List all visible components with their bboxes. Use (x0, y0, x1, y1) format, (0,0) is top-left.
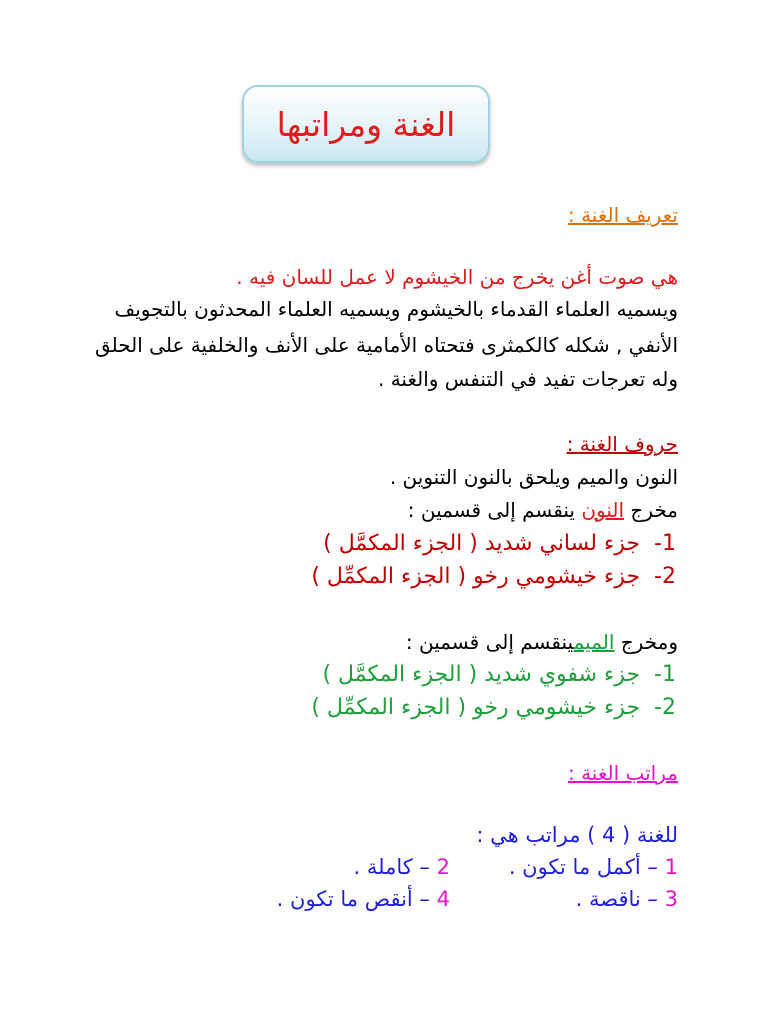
noon-intro (40, 498, 678, 522)
levels-intro: للغنة ( 4 ) مراتب هي : (476, 823, 678, 847)
noon-item-2-text: جزء خيشومي رخو ( الجزء المكمِّل ) (311, 564, 641, 589)
meem-item-1-num: 1- (654, 662, 676, 687)
level-1-text: – أكمل ما تكون . (508, 855, 658, 879)
level-2-num: 2 (436, 855, 450, 879)
title-box (242, 85, 490, 163)
noon-item-2 (40, 564, 676, 589)
meem-item-1 (40, 662, 676, 687)
definition-main: هي صوت أغن يخرج من الخيشوم لا عمل للسان فيه . (236, 265, 678, 289)
letters-heading: حروف الغنة : (566, 432, 678, 456)
meem-intro-after: ينقسم إلى قسمين : (405, 630, 574, 654)
noon-intro-before: مخرج (624, 498, 678, 522)
noon-item-1-num: 1- (654, 531, 676, 556)
level-4-num: 4 (436, 887, 450, 911)
meem-intro-word: الميم (573, 630, 615, 654)
meem-intro (40, 630, 678, 654)
level-1 (509, 855, 678, 879)
definition-body-line-2: الأنفي , شكله كالكمثرى فتحتاه الأمامية على الأنف والخلفية على الحلق (94, 333, 678, 357)
noon-intro-after: ينقسم إلى قسمين : (407, 498, 582, 522)
meem-item-1-text: جزء شفوي شديد ( الجزء المكمَّل ) (322, 662, 641, 687)
level-2-text: – كاملة . (353, 855, 430, 879)
noon-item-1-text: جزء لساني شديد ( الجزء المكمَّل ) (323, 531, 641, 556)
level-3-text: – ناقصة . (575, 887, 658, 911)
page-title: الغنة ومراتبها (276, 104, 456, 144)
level-3-num: 3 (664, 887, 678, 911)
level-1-num: 1 (664, 855, 678, 879)
meem-item-2-num: 2- (654, 695, 676, 720)
levels-heading: مراتب الغنة : (567, 761, 678, 785)
definition-body-line-3: وله تعرجات تفيد في التنفس والغنة . (377, 367, 678, 391)
noon-item-1 (40, 531, 676, 556)
level-3 (576, 887, 678, 911)
meem-intro-before: ومخرج (614, 630, 678, 654)
noon-intro-word: النون (581, 498, 625, 522)
definition-heading: تعريف الغنة : (567, 203, 678, 227)
noon-item-2-num: 2- (654, 564, 676, 589)
meem-item-2 (40, 695, 676, 720)
letters-line: النون والميم ويلحق بالنون التنوين . (389, 465, 678, 489)
level-4-text: – أنقص ما تكون . (276, 887, 430, 911)
definition-body-line-1: ويسميه العلماء القدماء بالخيشوم ويسميه العلماء المحدثون بالتجويف (114, 297, 678, 321)
level-2 (354, 855, 450, 879)
meem-item-2-text: جزء خيشومي رخو ( الجزء المكمِّل ) (311, 695, 641, 720)
level-4 (277, 887, 450, 911)
